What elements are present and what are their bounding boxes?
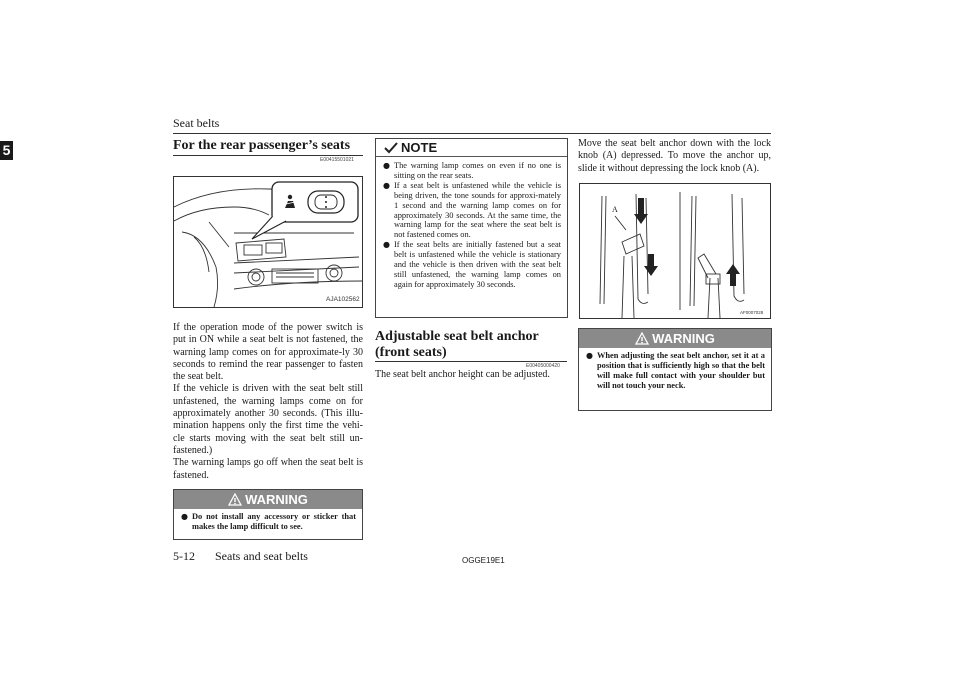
- note-item: ● The warning lamp comes on even if no one is sitting on the rear seats.: [383, 161, 561, 180]
- paragraph: If the operation mode of the power switch is put in ON while a seat belt is not fastened, the warning lamp comes on for approximate-ly 30 seconds to remind the rear passenger to fasten the seat belt.: [173, 322, 363, 383]
- figure-code: AJA102562: [326, 296, 360, 303]
- anchor-instructions: Move the seat belt anchor down with the lock knob (A) depressed. To move the anchor up, slide it without depressing the lock knob (A).: [578, 138, 771, 174]
- warning-header: [579, 329, 771, 348]
- warning-label: WARNING: [652, 331, 715, 346]
- note-box: [375, 138, 568, 318]
- section-title-rear-seats: For the rear passenger’s seats: [173, 138, 351, 153]
- anchor-adjust-figure: [579, 183, 771, 319]
- lock-knob-label: A: [612, 205, 618, 214]
- bullet-icon: ●: [383, 240, 390, 250]
- warning-item: ● Do not install any accessory or sticker that makes the lamp difficult to see.: [181, 512, 356, 531]
- warning-box-lamp: [173, 489, 363, 540]
- section-rule: [375, 361, 567, 362]
- note-label: NOTE: [401, 140, 438, 155]
- bullet-icon: ●: [181, 512, 188, 521]
- warning-item: ● When adjusting the seat belt anchor, set it at a position that is sufficiently high so that the belt will make full contact with your shoulder but will not touch your neck.: [586, 351, 765, 390]
- page-footer: [173, 549, 308, 564]
- figure-code: AF0007028: [740, 310, 764, 315]
- warning-label: WARNING: [245, 492, 308, 507]
- note-header: [376, 139, 567, 157]
- paragraph: The warning lamps go off when the seat belt is fastened.: [173, 457, 363, 481]
- chapter-title: Seats and seat belts: [215, 549, 308, 563]
- anchor-description: The seat belt anchor height can be adjusted.: [375, 369, 550, 380]
- page-number: 5-12: [173, 549, 195, 563]
- document-code: OGGE19E1: [462, 556, 505, 565]
- warning-triangle-icon: [635, 332, 649, 345]
- bullet-icon: ●: [586, 351, 593, 360]
- note-item: ● If a seat belt is unfastened while the vehicle is being driven, the tone sounds for approxi-mately 1 second and the warning lamp comes on for approximately 30 seconds. At the same time, the warning lamp for the seat where the seat belt is not fastened comes on.: [383, 180, 561, 240]
- section-code: E00415501021: [320, 157, 354, 163]
- dashboard-lamp-figure: [173, 176, 363, 308]
- note-item: ● If the seat belts are initially fastened but a seat belt is unfastened while the vehicle is stationary and the vehicle is then driven with the seat belt still unfastened, the warning lamp comes on again for approximately 30 seconds.: [383, 240, 561, 289]
- paragraph: If the vehicle is driven with the seat belt still unfastened, the warning lamps come on for approximately another 30 seconds. (This illu-mination happens only the first time the vehi-cle starts moving with the seat belt still un-fastened.): [173, 383, 363, 456]
- header-rule: [173, 133, 771, 134]
- anchor-illustration: [580, 184, 770, 318]
- dashboard-illustration: [174, 177, 362, 307]
- warning-triangle-icon: [228, 493, 242, 506]
- bullet-icon: ●: [383, 161, 390, 170]
- bullet-icon: ●: [383, 180, 390, 190]
- down-arrow-icon: [644, 254, 658, 276]
- running-header: Seat belts: [173, 116, 220, 130]
- checkmark-icon: [384, 142, 398, 154]
- rear-seat-description: [173, 322, 363, 482]
- section-rule: [173, 155, 363, 156]
- section-title-anchor: Adjustable seat belt anchor (front seats): [375, 329, 539, 360]
- section-code: E00405000420: [526, 363, 560, 369]
- chapter-tab: 5: [0, 141, 13, 160]
- warning-box-anchor: [578, 328, 772, 411]
- warning-header: [174, 490, 362, 509]
- up-arrow-icon: [726, 264, 740, 286]
